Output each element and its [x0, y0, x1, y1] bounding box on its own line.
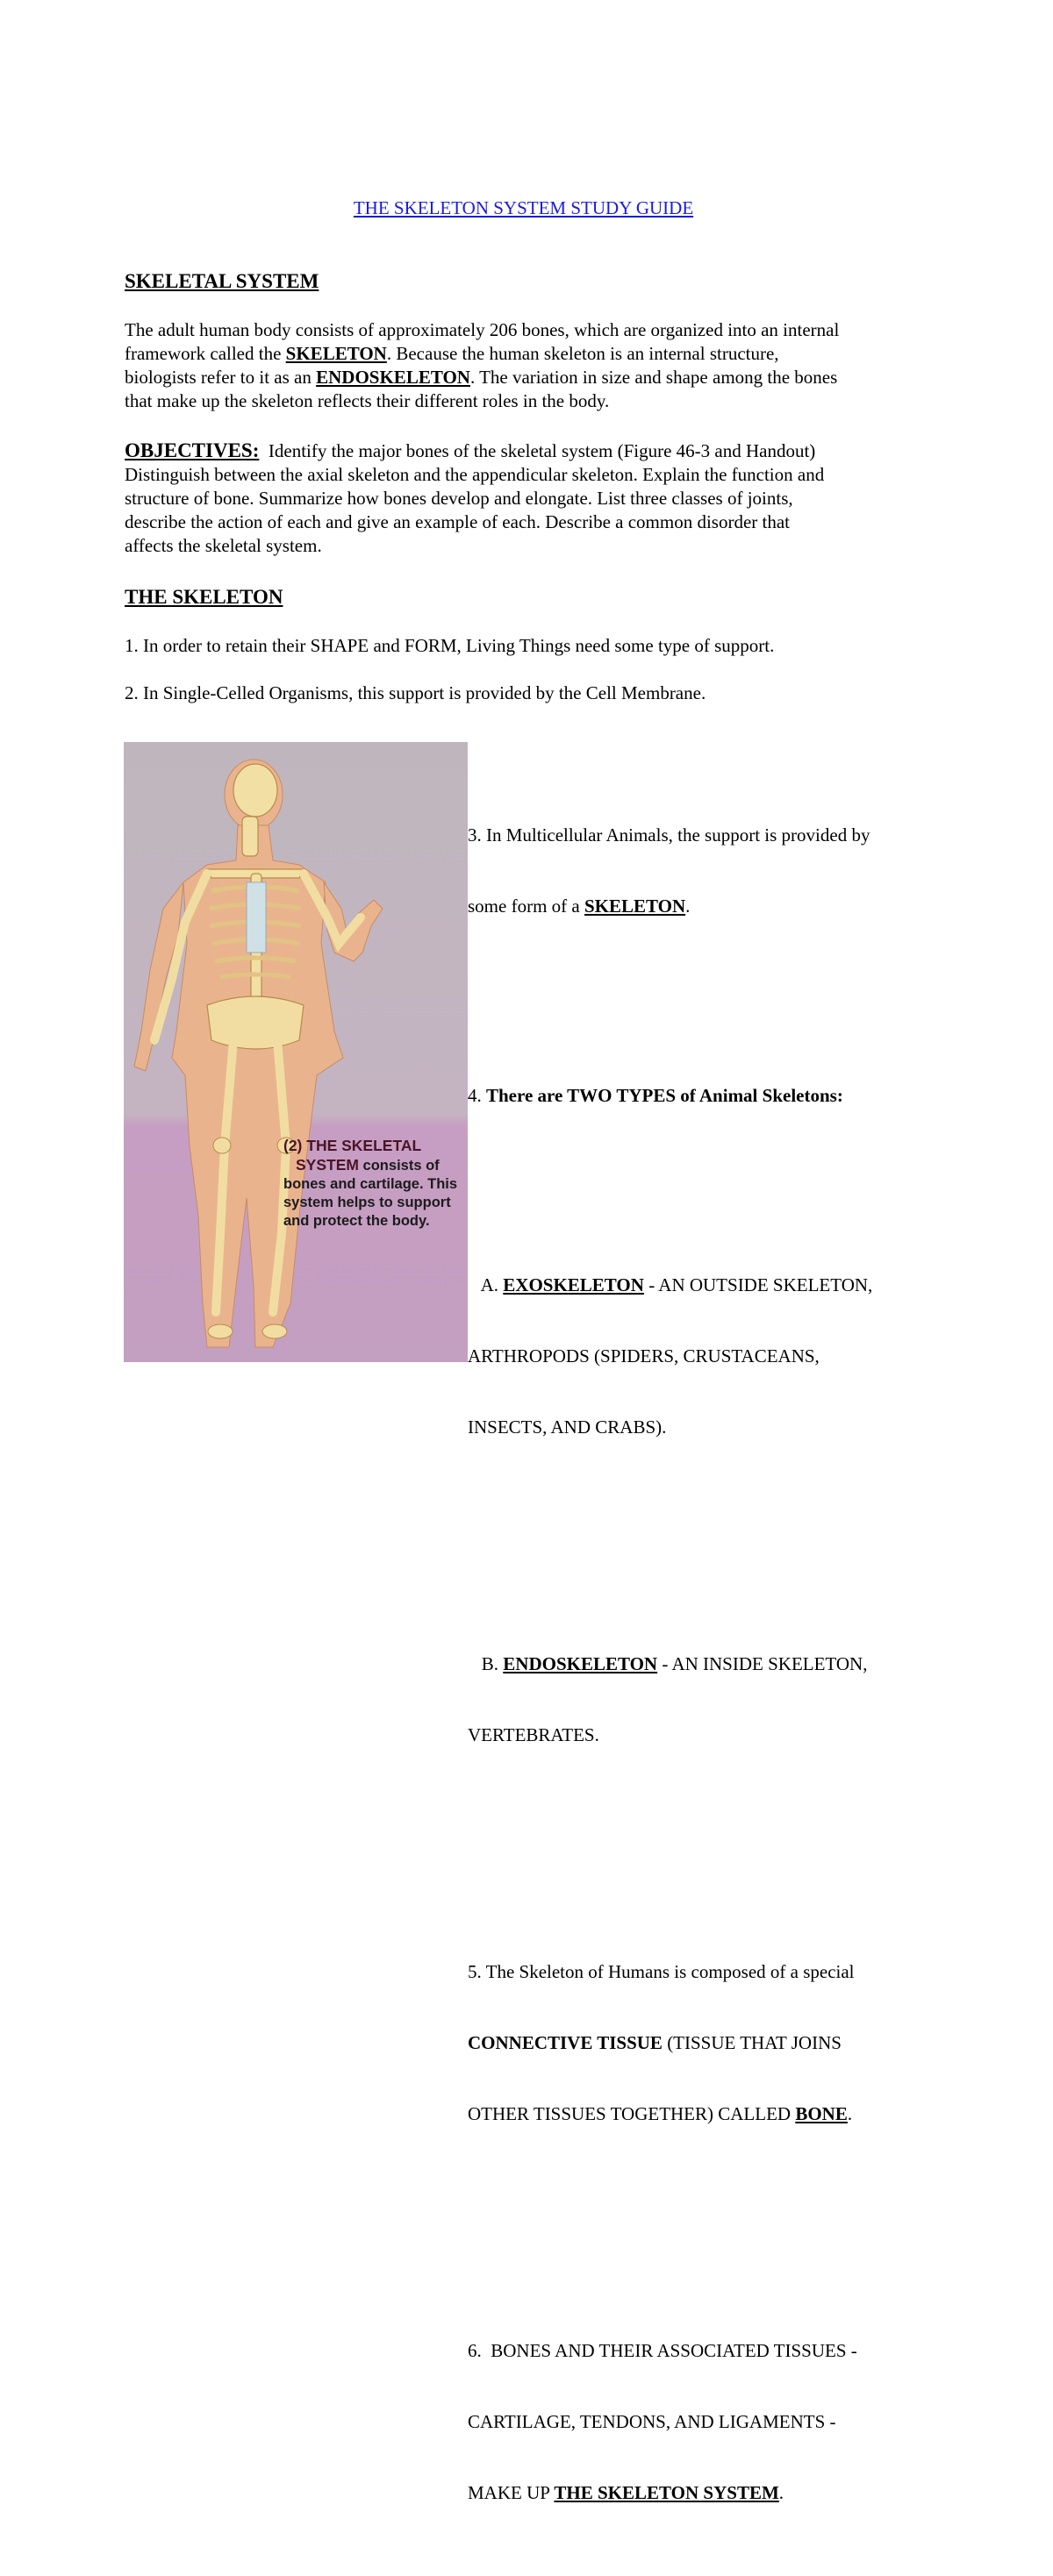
term-connective-tissue: CONNECTIVE TISSUE [468, 2032, 663, 2053]
figure-caption: (2) THE SKELETAL SYSTEM consists of bones and cartilage. This system helps to support and protect the body. [283, 1137, 458, 1229]
intro-line-2: framework called the SKELETON. Because the human skeleton is an internal structure, [125, 343, 779, 364]
list-item-1: 1. In order to retain their SHAPE and FORM, Living Things need some type of support. [125, 635, 775, 656]
list-item-6: 6. BONES AND THEIR ASSOCIATED TISSUES - CARTILAGE, TENDONS, AND LIGAMENTS - MAKE UP THE SKELETON SYSTEM. [468, 2340, 857, 2503]
term-skeleton: SKELETON [285, 343, 387, 364]
term-exoskeleton: EXOSKELETON [503, 1274, 644, 1295]
objectives-line-2: Distinguish between the axial skeleton and the appendicular skeleton. Explain the function and [125, 464, 825, 485]
term-skeleton-system: THE SKELETON SYSTEM [554, 2482, 779, 2503]
section-heading-the-skeleton: THE SKELETON [125, 586, 283, 608]
intro-line-4: that make up the skeleton reflects their different roles in the body. [125, 390, 610, 411]
objectives-paragraph [125, 439, 941, 558]
document-title[interactable]: THE SKELETON SYSTEM STUDY GUIDE [353, 197, 694, 218]
term-endoskeleton-2: ENDOSKELETON [503, 1653, 658, 1674]
list-item-2: 2. In Single-Celled Organisms, this support is provided by the Cell Membrane. [125, 682, 706, 703]
list-item-a: A. EXOSKELETON - AN OUTSIDE SKELETON, ARTHROPODS (SPIDERS, CRUSTACEANS, INSECTS, AND CRABS). [468, 1274, 873, 1438]
list-item-3: 3. In Multicellular Animals, the support is provided by some form of a SKELETON. [468, 824, 870, 917]
term-skeleton-2: SKELETON [584, 896, 686, 917]
list-item-b: B. ENDOSKELETON - AN INSIDE SKELETON, VERTEBRATES. [468, 1653, 868, 1745]
list-item-4: 4. There are TWO TYPES of Animal Skeletons: [468, 1085, 843, 1106]
list-item-5: 5. The Skeleton of Humans is composed of a special CONNECTIVE TISSUE (TISSUE THAT JOINS OTHER TISSUES TOGETHER) CALLED BONE. [468, 1961, 855, 2124]
intro-line-1: The adult human body consists of approximately 206 bones, which are organized into an internal [125, 319, 840, 340]
term-bone: BONE [795, 2103, 848, 2124]
skeleton-illustration [124, 742, 468, 1362]
term-endoskeleton: ENDOSKELETON [316, 367, 470, 388]
objectives-line-1: OBJECTIVES: Identify the major bones of the skeletal system (Figure 46-3 and Handout) [125, 439, 816, 461]
skeleton-figure [124, 742, 468, 1362]
objectives-line-3: structure of bone. Summarize how bones develop and elongate. List three classes of joints, [125, 488, 793, 509]
intro-paragraph [125, 318, 941, 413]
right-column-text [468, 729, 942, 2576]
section-heading-skeletal-system: SKELETAL SYSTEM [125, 270, 319, 292]
intro-line-3: biologists refer to it as an ENDOSKELETON. The variation in size and shape among the bones [125, 367, 838, 388]
objectives-label: OBJECTIVES: [125, 439, 260, 461]
objectives-line-4: describe the action of each and give an example of each. Describe a common disorder that [125, 511, 791, 532]
objectives-line-5: affects the skeletal system. [125, 535, 322, 556]
